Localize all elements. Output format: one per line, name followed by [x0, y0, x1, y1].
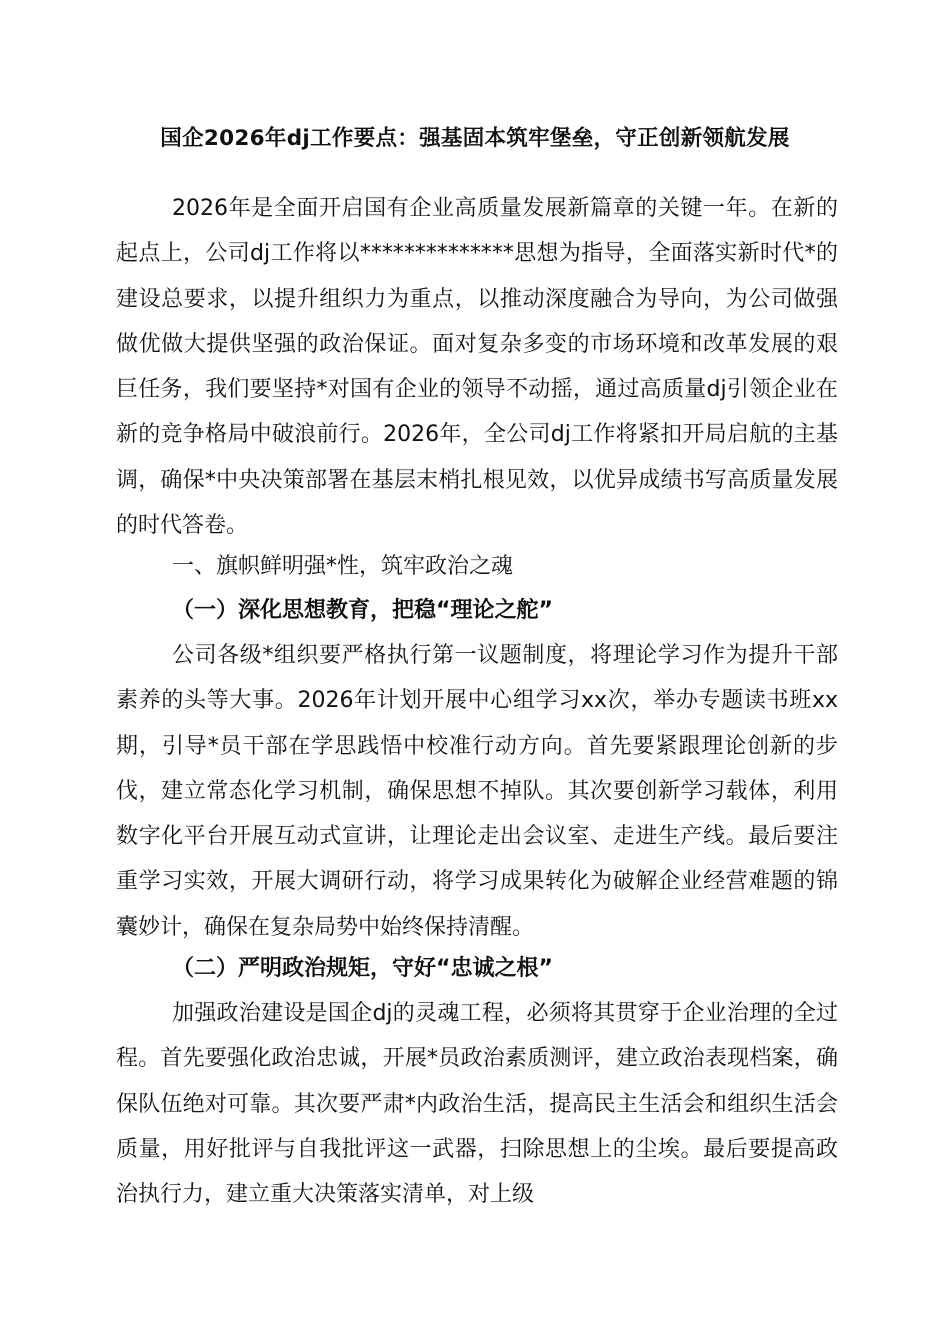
subsection-1-paragraph: 公司各级*组织要严格执行第一议题制度，将理论学习作为提升干部素养的头等大事。2026年计划开展中心组学习xx次，举办专题读书班xx期，引导*员干部在学思践悟中校准行动方向。首先要紧跟理论创新的步伐，建立常态化学习机制，确保思想不掉队。其次要创新学习载体，利用数字化平台开展互动式宣讲，让理论走出会议室、走进生产线。最后要注重学习实效，开展大调研行动，将学习成果转化为破解企业经营难题的锦囊妙计，确保在复杂局势中始终保持清醒。: [116, 643, 838, 940]
subsection-heading-1: （一）深化思想教育，把稳“理论之舵”: [172, 598, 553, 623]
intro-paragraph: 2026年是全面开启国有企业高质量发展新篇章的关键一年。在新的起点上，公司dj工作将以**************思想为指导，全面落实新时代*的建设总要求，以提升组织力为重点，以推动深度融合为导向，为公司做强做优做大提供坚强的政治保证。面对复杂多变的市场环境和改革发展的艰巨任务，我们要坚持*对国有企业的领导不动摇，通过高质量dj引领企业在新的竞争格局中破浪前行。2026年，全公司dj工作将紧扣开局启航的主基调，确保*中央决策部署在基层末梢扎根见效，以优异成绩书写高质量发展的时代答卷。: [116, 196, 838, 539]
section-heading-1: 一、旗帜鲜明强*性，筑牢政治之魂: [172, 554, 514, 579]
document-title: 国企2026年dj工作要点：强基固本筑牢堡垒，守正创新领航发展: [160, 126, 790, 151]
subsection-heading-2: （二）严明政治规矩，守好“忠诚之根”: [172, 956, 553, 981]
subsection-2-paragraph: 加强政治建设是国企dj的灵魂工程，必须将其贯穿于企业治理的全过程。首先要强化政治忠诚，开展*员政治素质测评，建立政治表现档案，确保队伍绝对可靠。其次要严肃*内政治生活，提高民主生活会和组织生活会质量，用好批评与自我批评这一武器，扫除思想上的尘埃。最后要提高政治执行力，建立重大决策落实清单，对上级: [116, 1001, 838, 1208]
